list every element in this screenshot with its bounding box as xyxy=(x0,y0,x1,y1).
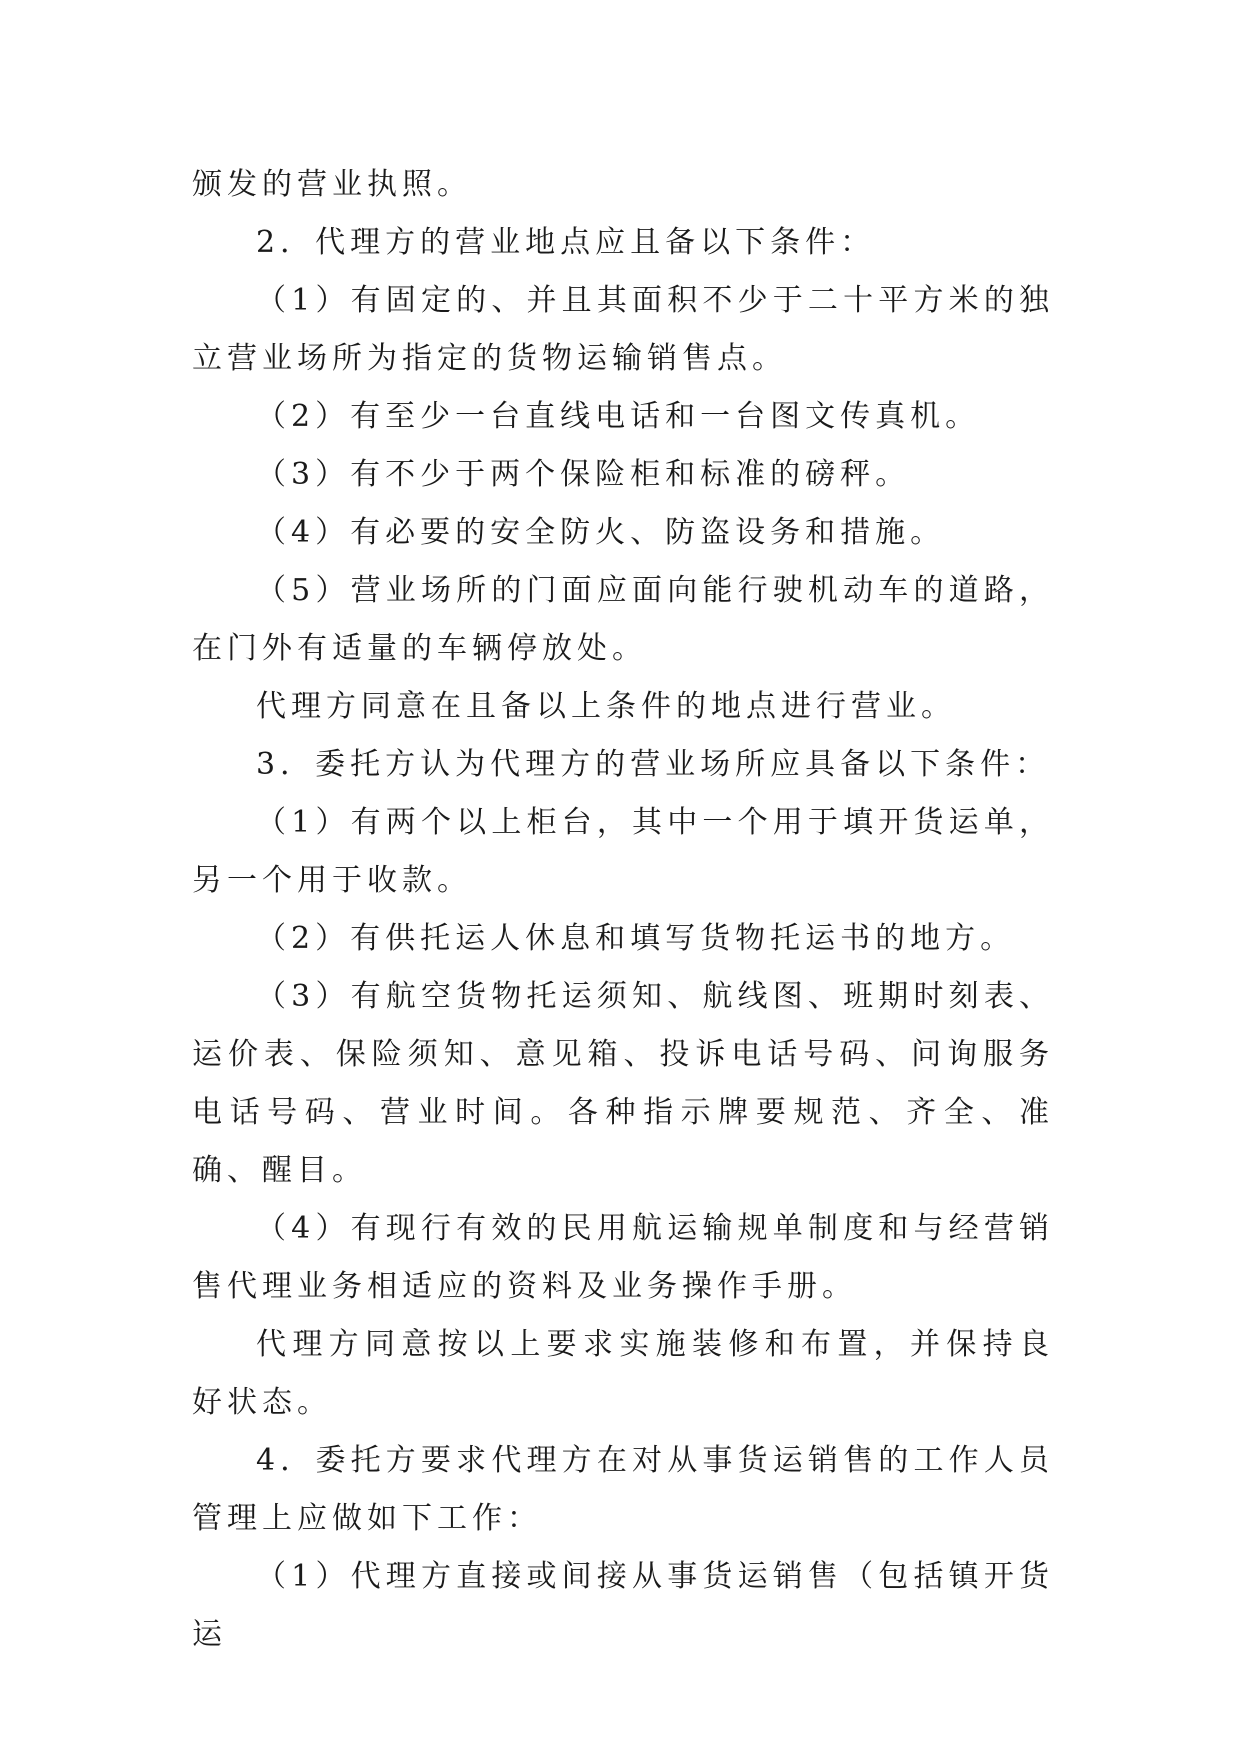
paragraph-clause-2-item-1: （1）有固定的、并且其面积不少于二十平方米的独立营业场所为指定的货物运输销售点。 xyxy=(192,283,1054,376)
paragraph-license-end: 颁发的营业执照。 xyxy=(192,167,472,202)
paragraph-clause-3-agreement: 代理方同意按以上要求实施装修和布置，并保持良好状态。 xyxy=(192,1327,1054,1420)
paragraph-clause-3: 3．委托方认为代理方的营业场所应具备以下条件： xyxy=(256,747,1051,782)
paragraph-clause-3-item-4: （4）有现行有效的民用航运输规单制度和与经营销售代理业务相适应的资料及业务操作手册。 xyxy=(192,1211,1054,1304)
paragraph-clause-2-item-3: （3）有不少于两个保险柜和标准的磅秤。 xyxy=(256,457,911,492)
paragraph-clause-2-item-5: （5）营业场所的门面应面向能行驶机动车的道路，在门外有适量的车辆停放处。 xyxy=(192,573,1054,666)
paragraph-clause-3-item-1: （1）有两个以上柜台，其中一个用于填开货运单，另一个用于收款。 xyxy=(192,805,1054,898)
paragraph-clause-2-item-4: （4）有必要的安全防火、防盗设务和措施。 xyxy=(256,515,946,550)
document-body xyxy=(192,156,1054,1664)
paragraph-clause-3-item-2: （2）有供托运人休息和填写货物托运书的地方。 xyxy=(256,921,1016,956)
paragraph-clause-2-agreement: 代理方同意在且备以上条件的地点进行营业。 xyxy=(256,689,956,724)
paragraph-clause-4-item-1: （1）代理方直接或间接从事货运销售（包括镇开货运 xyxy=(192,1559,1054,1652)
paragraph-clause-2-item-2: （2）有至少一台直线电话和一台图文传真机。 xyxy=(256,399,981,434)
paragraph-clause-4: 4．委托方要求代理方在对从事货运销售的工作人员管理上应做如下工作： xyxy=(192,1443,1054,1536)
paragraph-clause-3-item-3: （3）有航空货物托运须知、航线图、班期时刻表、运价表、保险须知、意见箱、投诉电话号码、问询服务电话号码、营业时间。各种指示牌要规范、齐全、准确、醒目。 xyxy=(192,979,1054,1188)
paragraph-clause-2: 2．代理方的营业地点应且备以下条件： xyxy=(256,225,876,260)
